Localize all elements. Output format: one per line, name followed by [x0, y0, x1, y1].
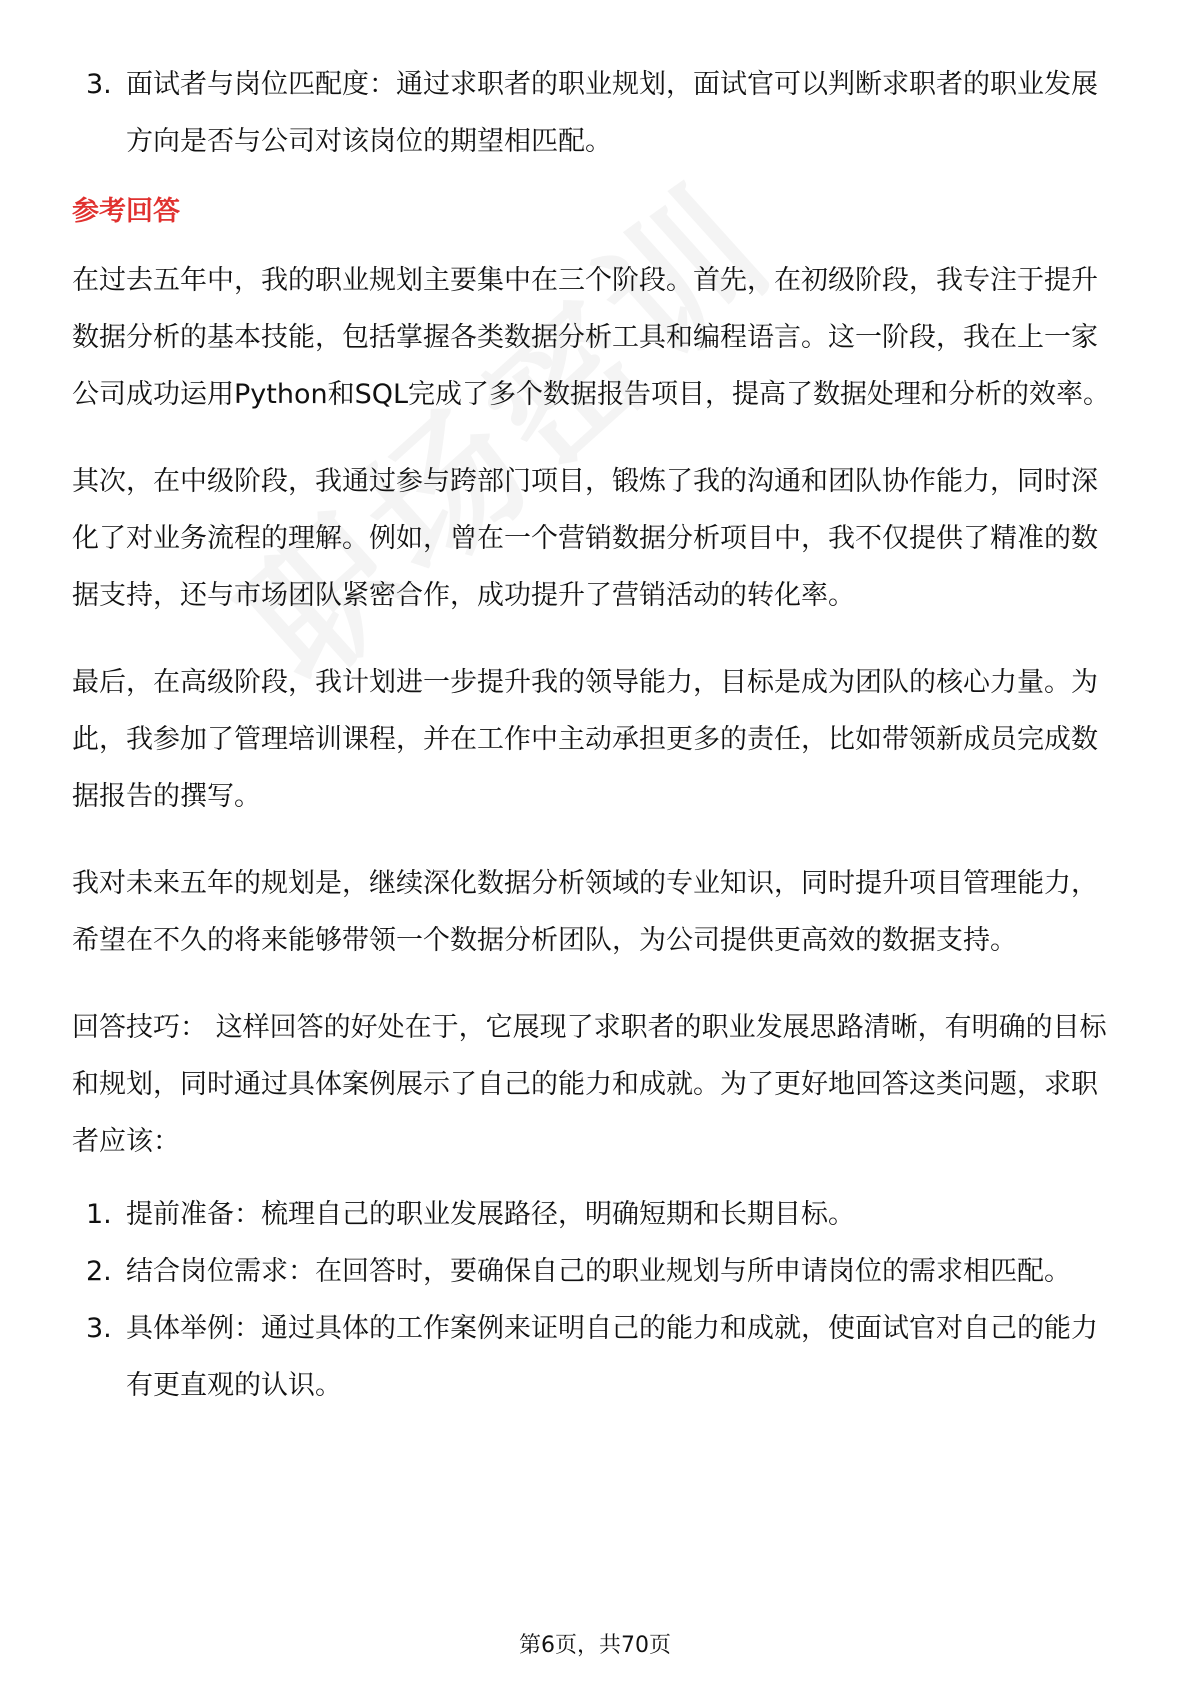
list-number: 2.: [86, 1256, 112, 1287]
section-title: 参考回答: [72, 196, 180, 227]
page-content: [72, 56, 1124, 1414]
list-item: [72, 1300, 1124, 1414]
tips-intro-paragraph: 回答技巧： 这样回答的好处在于，它展现了求职者的职业发展思路清晰，有明确的目标和规划，同时通过具体案例展示了自己的能力和成就。为了更好地回答这类问题，求职者应该：: [72, 1012, 1107, 1157]
answer-paragraph-4: 我对未来五年的规划是，继续深化数据分析领域的专业知识，同时提升项目管理能力，希望在不久的将来能够带领一个数据分析团队，为公司提供更高效的数据支持。: [72, 868, 1098, 956]
list-text: 具体举例：通过具体的工作案例来证明自己的能力和成就，使面试官对自己的能力有更直观的认识。: [126, 1313, 1098, 1401]
list-text: 面试者与岗位匹配度：通过求职者的职业规划，面试官可以判断求职者的职业发展方向是否与公司对该岗位的期望相匹配。: [126, 69, 1098, 157]
list-text: 结合岗位需求：在回答时，要确保自己的职业规划与所申请岗位的需求相匹配。: [126, 1256, 1071, 1287]
list-item: [72, 1186, 1124, 1243]
list-number: 1.: [86, 1199, 112, 1230]
answer-paragraph-3: 最后，在高级阶段，我计划进一步提升我的领导能力，目标是成为团队的核心力量。为此，我参加了管理培训课程，并在工作中主动承担更多的责任，比如带领新成员完成数据报告的撰写。: [72, 667, 1098, 812]
answer-paragraph-2: 其次，在中级阶段，我通过参与跨部门项目，锻炼了我的沟通和团队协作能力，同时深化了对业务流程的理解。例如，曾在一个营销数据分析项目中，我不仅提供了精准的数据支持，还与市场团队紧密合作，成功提升了营销活动的转化率。: [72, 466, 1098, 611]
list-text: 提前准备：梳理自己的职业发展路径，明确短期和长期目标。: [126, 1199, 855, 1230]
page-footer: 第6页，共70页: [519, 1633, 671, 1658]
answer-paragraph-1: 在过去五年中，我的职业规划主要集中在三个阶段。首先，在初级阶段，我专注于提升数据分析的基本技能，包括掌握各类数据分析工具和编程语言。这一阶段，我在上一家公司成功运用Python和SQL完成了多个数据报告项目，提高了数据处理和分析的效率。: [72, 265, 1111, 410]
tips-list: [72, 1186, 1124, 1414]
list-item: [72, 1243, 1124, 1300]
list-number: 3.: [86, 1313, 112, 1344]
list-number: 3.: [86, 69, 112, 100]
list-item: [72, 56, 1124, 170]
